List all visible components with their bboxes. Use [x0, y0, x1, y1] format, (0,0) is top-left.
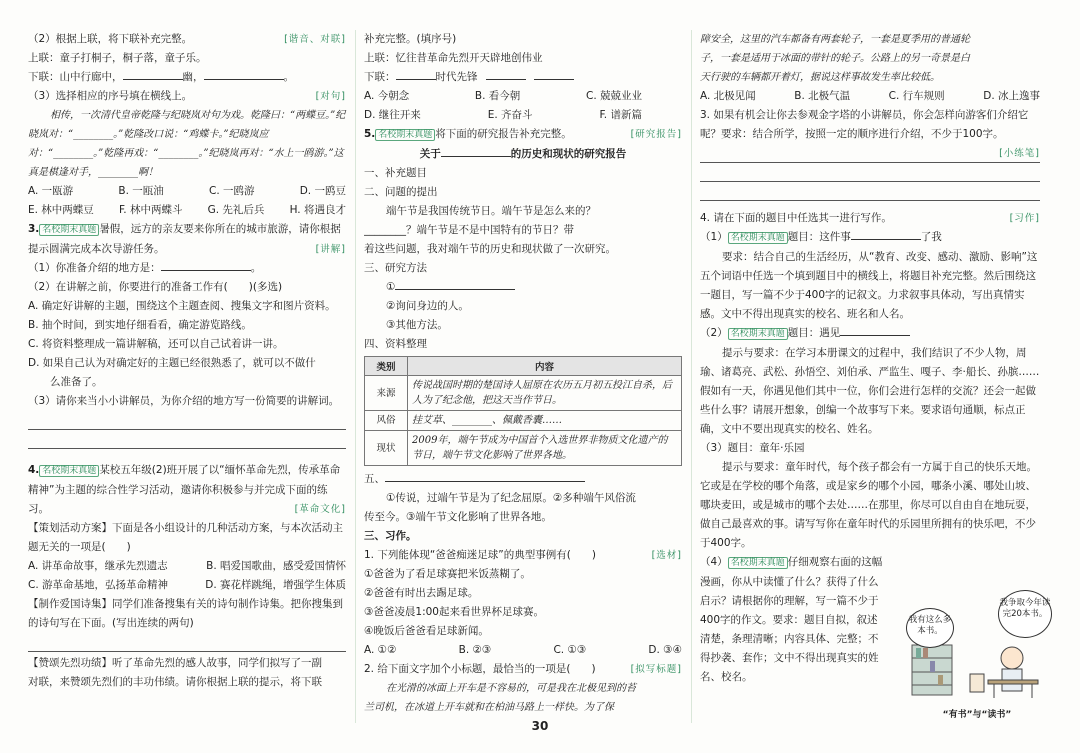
text: 的历史和现状的研究报告 — [510, 148, 627, 160]
text-line: ________？端午节是不是中国特有的节日？带 — [364, 224, 574, 236]
text: 幽， — [182, 71, 204, 83]
option[interactable]: B. 抽个时间，到实地仔细看看，确定游览路线。 — [28, 319, 252, 331]
topic-tag: [拟写标题] — [630, 664, 682, 675]
option: ④晚饭后爸爸看足球新闻。 — [364, 625, 489, 637]
page-number: 30 — [531, 719, 549, 733]
question-number: 5. — [364, 128, 376, 140]
text-paragraph: 【制作爱国诗集】同学们准备搜集有关的诗句制作诗集。把你搜集到的诗句写在下面。(写出连续的两句) — [28, 598, 343, 629]
text-line: 端午节是我国传统节日。端午节是怎么来的？ — [386, 205, 596, 217]
option[interactable]: G. 先礼后兵 — [207, 204, 265, 216]
text-paragraph: 提示与要求：童年时代，每个孩子都会有一方属于自己的快乐天地。它或是在学校的哪个角落，或是家乡的哪个小园，哪条小溪、哪处山坡、哪块麦田，或是城市的哪个去处……在那里，你尽可以自由自在地玩耍，做自己最喜欢的事。请写写你在童年时代的乐园里所拥有的快乐吧，不少于400字。 — [700, 461, 1037, 549]
text: （3）选择相应的序号填在横线上。 — [28, 90, 193, 102]
text-line: 障安全，这里的汽车都备有两套轮子，一套是夏季用的普通轮 — [700, 34, 970, 45]
option[interactable]: C. 行车规则 — [888, 90, 945, 102]
option[interactable]: C. 游革命基地，弘扬革命精神 — [28, 579, 169, 591]
text-line: 【赞颂先烈功绩】听了革命先烈的感人故事，同学们拟写了一副 — [28, 657, 322, 669]
option[interactable]: A. 北极见闻 — [700, 90, 756, 102]
text-line — [700, 324, 1040, 344]
text-paragraph: 提示与要求：在学习本册课文的过程中，我们结识了不少人物，周瑜、诸葛亮、武松、孙悟空、刘伯承、严监生、嘎子、李·船长、孙膑……假如有一天，你遇见他们其中一位，你们会进行怎样的交流？还会一起做些什么事？请展开想象，创编一个故事写下来。要求语句通顺，标点正确，文中不要出现真实的校名、姓名。 — [700, 347, 1040, 435]
source-badge: 名校期末真题 — [39, 224, 99, 236]
text-line: 天行驶的车辆都开着灯，据说这样事故发生率比较低。 — [700, 72, 940, 83]
answer-blank[interactable] — [840, 324, 910, 336]
text: （1） — [700, 231, 728, 243]
option[interactable]: A. 确定好讲解的主题，围绕这个主题查阅、搜集文字和图片资料。 — [28, 300, 336, 312]
answer-blank[interactable] — [851, 228, 921, 240]
text-line — [28, 87, 346, 106]
text-line: 子，一套是适用于冰面的带针的轮子。公路上的另一奇景是白 — [700, 53, 970, 64]
topic-tag: [研究报告] — [630, 129, 682, 140]
text-line: （1）你准备介绍的地方是： 。 — [28, 259, 346, 278]
answer-blank[interactable] — [396, 68, 436, 80]
text-line: 在光滑的冰面上开车是不容易的，可是我在北极见到的苔 — [386, 683, 636, 694]
text: 关于 — [419, 148, 441, 160]
text-line: 么准备了。 — [50, 376, 103, 388]
topic-tag: [谐音、对联] — [284, 34, 346, 45]
source-badge: 名校期末真题 — [728, 232, 788, 244]
option[interactable]: A. ①② — [364, 644, 397, 656]
source-badge: 名校期末真题 — [375, 129, 435, 141]
topic-tag: [讲解] — [315, 244, 346, 255]
options-row — [28, 557, 346, 576]
section-heading: 四、资料整理 — [364, 338, 427, 350]
text-line: ①传说，过端午节是为了纪念屈原。②多种端午风俗流 — [386, 492, 636, 504]
text-line — [364, 546, 682, 565]
text-line: 传至今。③端午节文化影响了世界各地。 — [364, 511, 552, 523]
section-heading: 二、问题的提出 — [364, 186, 438, 198]
section-heading: 一、补充题目 — [364, 167, 427, 179]
topic-tag: [选材] — [651, 550, 682, 561]
option[interactable]: E. 齐奋斗 — [487, 109, 533, 121]
writing-line[interactable] — [28, 635, 346, 652]
text-line: 兰司机，在冰道上开车就和在柏油马路上一样快。为了保 — [364, 702, 614, 713]
text-line: 上联：童子打桐子，桐子落，童子乐。 — [28, 52, 207, 64]
text: （2） — [700, 327, 728, 339]
question-3 — [28, 220, 346, 259]
option[interactable]: B. 看今朝 — [474, 90, 521, 102]
answer-blank[interactable] — [161, 259, 251, 271]
options-row — [364, 641, 682, 660]
question-5 — [364, 125, 682, 145]
text: （2）根据上联，将下联补充完整。 — [28, 33, 193, 45]
writing-line[interactable] — [700, 165, 1040, 182]
topic-tag: [习作] — [1009, 213, 1040, 224]
question-4 — [28, 461, 346, 519]
option[interactable]: C. 将资料整理成一篇讲解稿，还可以自己试着讲一讲。 — [28, 338, 284, 350]
text: 下联：山中行廊中， — [28, 71, 123, 83]
text-line: 对联，来赞颂先烈们的丰功伟绩。请你根据上联的提示，将下联 — [28, 676, 322, 688]
option[interactable]: F. 林中两蝶斗 — [118, 204, 183, 216]
option[interactable]: D. 冰上逸事 — [983, 90, 1040, 102]
question-text: 将下面的研究报告补充完整。 — [435, 128, 572, 140]
column-divider — [355, 30, 356, 723]
text-line — [364, 660, 682, 679]
question-text: 暑假，远方的亲友要来你所在的城市旅游，请你根据提示圆满完成本次导游任务。 — [28, 223, 341, 255]
text: ① — [386, 281, 396, 293]
option[interactable]: B. ②③ — [458, 644, 492, 656]
option[interactable]: A. 今朝念 — [364, 90, 410, 102]
answer-blank[interactable] — [204, 68, 284, 80]
options-row — [364, 87, 682, 106]
text-line: 着这些问题，我对端午节的历史和现状做了一次研究。 — [364, 243, 616, 255]
text: （1）你准备介绍的地方是： — [28, 262, 161, 274]
options-row — [700, 87, 1040, 106]
writing-line[interactable] — [700, 184, 1040, 201]
column-middle — [364, 30, 682, 717]
option[interactable]: F. 谱新篇 — [599, 109, 642, 121]
options-row — [28, 576, 346, 595]
text: 了我 — [920, 231, 942, 243]
topic-tag: [小练笔] — [999, 148, 1040, 159]
text-line: 下联：山中行廊中， 幽， 。 — [28, 68, 346, 87]
table-row — [365, 411, 682, 431]
text-paragraph: 要求：结合自己的生活经历，从“教育、改变、感动、激励、影响”这五个词语中任选一个填到题目中的横线上，将题目补充完整。然后围绕这一题目，写一篇不少于400字的记叙文。力求叙事具体动，写出真情实感。文中不得出现真实的校名、班名和人名。 — [700, 251, 1038, 320]
table-cell: 2009年，端午节成为中国首个入选世界非物质文化遗产的节日，端午节文化影响了世界各地。 — [408, 431, 682, 466]
option[interactable]: H. 将遇良才 — [289, 204, 346, 216]
option: ①爸爸为了看足球赛把米饭蒸糊了。 — [364, 568, 531, 580]
option[interactable]: A. 一瓯游 — [28, 185, 74, 197]
table-row — [365, 431, 682, 466]
text: 题目：遇见 — [787, 327, 841, 339]
option[interactable]: D. ③④ — [648, 644, 682, 656]
answer-blank[interactable] — [534, 68, 574, 80]
text-line: （2）在讲解之前，你要进行的准备工作有( )(多选) — [28, 281, 283, 293]
answer-blank[interactable] — [385, 470, 585, 482]
report-title — [364, 145, 682, 164]
option[interactable]: D. 赛花样跳绳，增强学生体质 — [205, 579, 346, 591]
option[interactable]: E. 林中两蝶豆 — [28, 204, 94, 216]
option[interactable]: D. 如果自己认为对确定好的主题已经很熟悉了，就可以不做什 — [28, 357, 316, 369]
table-cell: 传说战国时期的楚国诗人屈原在农历五月初五投江自杀，后人为了纪念他，把这天当作节日。 — [408, 376, 682, 411]
answer-blank[interactable] — [486, 68, 526, 80]
story-paragraph: 相传，一次清代皇帝乾隆与纪晓岚对句为戏。乾隆曰：“两蝶豆。”纪晓岚对：“________。”乾隆改口说：“鸡蝶卡。”纪晓岚应对：“________。”乾隆再戏：“________。”纪晓岚再对：“水上一鸥游。”这真是棋逢对手，________啊！ — [28, 110, 346, 178]
text-line — [700, 228, 1040, 248]
text-line — [364, 68, 682, 87]
table-cell: 风俗 — [365, 411, 408, 431]
text: （4） — [700, 556, 728, 568]
topic-tag: [革命文化] — [294, 504, 346, 515]
table-cell: 现状 — [365, 431, 408, 466]
writing-line[interactable] — [700, 146, 1040, 163]
question-text: 某校五年级(2)班开展了以“缅怀革命先烈，传承革命精神”为主题的综合性学习活动，邀请你积极参与并完成下面的练习。 — [28, 464, 341, 515]
speech-bubble: 我争取今年读完20本书。 — [998, 590, 1052, 638]
text-line — [364, 470, 682, 489]
options-row — [28, 182, 346, 201]
option[interactable]: C. 兢兢业业 — [585, 90, 642, 102]
column-right — [700, 30, 1040, 687]
question-3 — [700, 106, 1040, 159]
table-header: 内容 — [408, 357, 682, 376]
column-left — [28, 30, 346, 692]
source-badge: 名校期末真题 — [39, 465, 99, 477]
topic-tag: [对句] — [315, 91, 346, 102]
option[interactable]: B. 北极气温 — [794, 90, 851, 102]
question-text: 3. 如果有机会让你去参观金字塔的小讲解员，你会怎样向游客们介绍它呢？要求：结合所学，按照一定的顺序进行介绍，不少于100字。 — [700, 109, 1029, 140]
text-line: 补充完整。(填序号) — [364, 33, 457, 45]
option[interactable]: C. ①③ — [553, 644, 587, 656]
option[interactable]: B. 一瓯油 — [118, 185, 164, 197]
option[interactable]: D. 继往开来 — [364, 109, 421, 121]
speech-bubble: 我有这么多本书。 — [906, 608, 954, 648]
text: 2. 给下面文字加个小标题，最恰当的一项是( ) — [364, 663, 596, 675]
answer-blank[interactable] — [123, 68, 183, 80]
column-divider — [691, 30, 692, 723]
writing-line[interactable] — [28, 413, 346, 430]
option: ②爸爸有时出去踢足球。 — [364, 587, 479, 599]
question-number: 4. — [28, 464, 40, 476]
answer-blank[interactable] — [395, 278, 515, 290]
text-line: （3）题目：童年·乐园 — [700, 442, 805, 454]
text: 1. 下列能体现“爸爸痴迷足球”的典型事例有( ) — [364, 549, 596, 561]
text: 题目：这件事 — [787, 231, 851, 243]
question-text: 4. 请在下面的题目中任选其一进行写作。 — [700, 212, 892, 224]
option[interactable]: C. 一鸥游 — [208, 185, 255, 197]
text-line — [28, 30, 346, 49]
source-badge: 名校期末真题 — [728, 328, 788, 340]
answer-blank[interactable] — [441, 145, 511, 157]
text-paragraph — [700, 553, 885, 687]
question-number: 3. — [28, 223, 40, 235]
text: 下联： — [364, 71, 396, 83]
text: 时代先锋 — [435, 71, 478, 83]
text-line: （3）请你来当小小讲解员，为你介绍的地方写一份简要的讲解词。 — [28, 395, 340, 407]
cartoon-caption: “有书”与“读书” — [942, 710, 1012, 720]
text-line: ②询问身边的人。 — [386, 300, 469, 312]
text: 五、 — [364, 473, 385, 485]
table-cell: 挂艾草、________、佩戴香囊…… — [408, 411, 682, 431]
options-row — [28, 201, 346, 220]
question-4 — [700, 209, 1040, 228]
option[interactable]: B. 唱爱国歌曲，感受爱国情怀 — [206, 560, 346, 572]
writing-line[interactable] — [28, 432, 346, 449]
section-heading: 三、习作。 — [364, 530, 417, 542]
option: ③爸爸凌晨1:00起来看世界杯足球赛。 — [364, 606, 544, 618]
table-header: 类别 — [365, 357, 408, 376]
text-line — [364, 278, 682, 297]
cartoon-illustration — [902, 590, 1052, 720]
source-badge: 名校期末真题 — [728, 557, 788, 569]
text-line: 上联：忆往昔革命先烈开天辟地创伟业 — [364, 52, 543, 64]
text: 仔细观察右面的这幅漫画，你从中读懂了什么？获得了什么启示？请根据你的理解，写一篇不少于400字的作文。要求：题目自拟，叙述清楚，条理清晰；内容具体、完整；不得抄袭、套作；文中不得出现真实的姓名、校名。 — [700, 556, 883, 683]
section-heading: 三、研究方法 — [364, 262, 427, 274]
text-line: ③其他方法。 — [386, 319, 448, 331]
option[interactable]: A. 讲革命故事，继承先烈遗志 — [28, 560, 168, 572]
data-table — [364, 356, 682, 466]
text-paragraph: 【策划活动方案】下面是各小组设计的几种活动方案，与本次活动主题无关的一项是( ) — [28, 522, 343, 553]
table-cell: 来源 — [365, 376, 408, 411]
table-row — [365, 376, 682, 411]
option[interactable]: D. 一鸥豆 — [299, 185, 346, 197]
options-row — [364, 106, 682, 125]
